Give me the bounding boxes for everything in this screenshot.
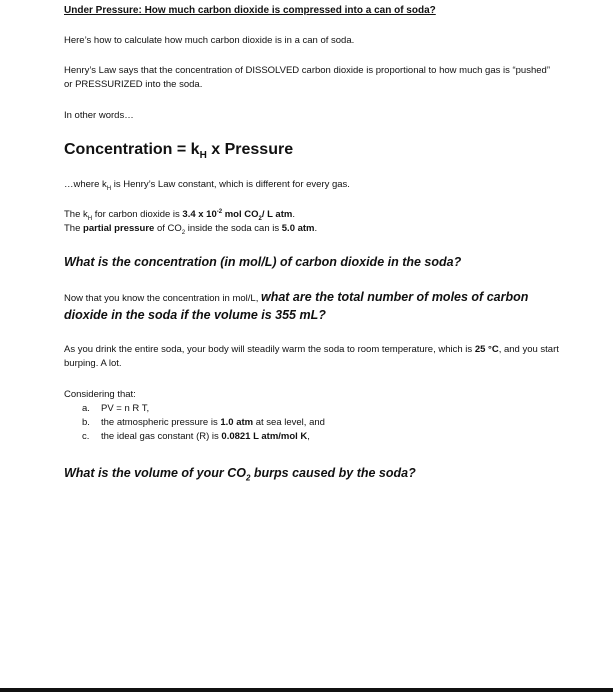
partial-pressure-text: The partial pressure of $CO_2$ inside the soda can is 5.0 atm. [64, 223, 318, 236]
where-sub: H [106, 185, 112, 192]
list-item: c. the ideal gas constant (R) is 0.0821 L atm/mol K, [82, 431, 310, 442]
henry-law-text: Henry’s Law says that the concentration of DISSOLVED carbon dioxide is proportional to how much gas is “pushed” or PRESSURIZED into the soda. [64, 65, 550, 90]
question-2: Now that you know the concentration in mol/L, what are the total number of moles of carbon dioxide in the soda if the volume is 355 mL? [64, 290, 529, 322]
kh-text [64, 208, 573, 222]
where-a: …where k [64, 179, 107, 190]
page-bottom-border [0, 688, 613, 692]
document-title: Under Pressure: How much carbon dioxide is compressed into a can of soda? [64, 5, 436, 16]
equation [64, 140, 573, 160]
question-1: What is the concentration (in mol/L) of carbon dioxide in the soda? [64, 255, 462, 269]
where-text [64, 178, 573, 192]
equation-rhs: x Pressure [206, 141, 294, 158]
where-b: is Henry’s Law constant, which is different for every gas. [111, 179, 350, 190]
list-item: b. the atmospheric pressure is 1.0 atm at sea level, and [82, 417, 325, 428]
drink-text: As you drink the entire soda, your body will steadily warm the soda to room temperature, which is 25 °C, and you start burping. A lot. [64, 344, 559, 369]
kh-end: . [292, 209, 295, 220]
question-3: What is the volume of your $CO_2$ burps caused by the soda? [64, 466, 416, 483]
kh-a: The k [64, 209, 88, 220]
pp-bold: partial pressure [83, 223, 155, 234]
considering-text: Considering that: [64, 389, 136, 400]
equation-sub: H [199, 150, 207, 162]
kh-value: 3.4 x $10^{-2}$ mol $CO_2/$ L atm [182, 208, 293, 222]
intro-text: Here’s how to calculate how much carbon dioxide is in a can of soda. [64, 35, 355, 46]
list-item: a. PV = n R T, [82, 403, 150, 414]
pp-value: 5.0 atm [281, 223, 315, 234]
question-2-bold: what are the total number of moles of carbon dioxide in the soda if the volume is 355 mL? [64, 290, 529, 322]
equation-lhs: Concentration = k [64, 141, 200, 158]
other-words-text: In other words… [64, 110, 134, 121]
kh-sub: H [87, 215, 93, 222]
kh-b: for carbon dioxide is [92, 209, 183, 220]
temperature-value: 25 °C [474, 344, 499, 355]
